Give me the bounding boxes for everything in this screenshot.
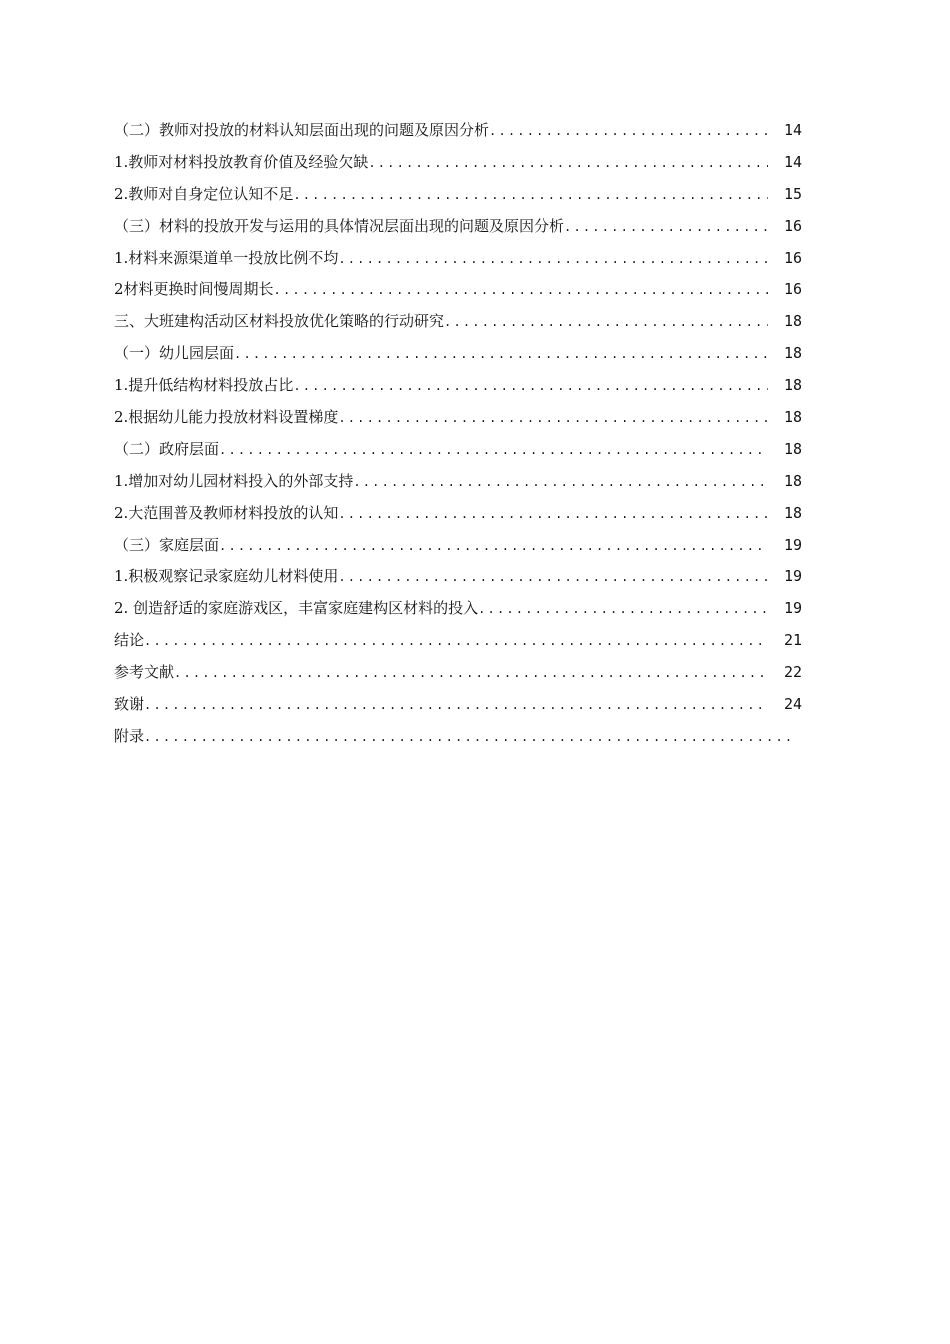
leader-dots (478, 594, 768, 626)
toc-entry-title: 2. 创造舒适的家庭游戏区，丰富家庭建构区材料的投入 (114, 599, 479, 618)
leader-dots (274, 275, 768, 307)
leader-dots (144, 690, 768, 722)
toc-entry-page: 19 (783, 535, 802, 554)
toc-entry-page: 16 (783, 280, 802, 299)
toc-entry-page: 18 (783, 471, 802, 490)
leader-dots (293, 180, 768, 212)
toc-entry-title: （二）政府层面 (114, 439, 220, 458)
toc-entry-page: 18 (783, 312, 802, 331)
toc-entry-page: 15 (783, 184, 802, 203)
toc-entry-page: 16 (783, 248, 802, 267)
toc-entry-title: 三、大班建构活动区材料投放优化策略的行动研究 (114, 312, 445, 331)
toc-entry[interactable] (114, 243, 802, 275)
toc-entry-page: 19 (783, 599, 802, 618)
toc-entry[interactable] (114, 530, 802, 562)
toc-entry-title: 致谢 (114, 695, 145, 714)
leader-dots (338, 499, 768, 531)
toc-entry[interactable] (114, 657, 802, 689)
leader-dots (444, 307, 768, 339)
toc-entry-page: 18 (783, 503, 802, 522)
leader-dots (368, 148, 768, 180)
toc-entry-title: （三）家庭层面 (114, 535, 220, 554)
toc-entry-title: 附录 (114, 726, 145, 745)
toc-entry[interactable] (114, 593, 802, 625)
leader-dots (174, 658, 768, 690)
leader-dots (564, 212, 768, 244)
toc-entry[interactable] (114, 147, 802, 179)
toc-entry-page: 22 (783, 663, 802, 682)
leader-dots (293, 371, 768, 403)
toc-entry-title: 结论 (114, 631, 145, 650)
leader-dots (489, 116, 768, 148)
toc-entry[interactable] (114, 561, 802, 593)
toc-entry-page: 14 (783, 121, 802, 139)
leader-dots (219, 531, 768, 563)
leader-dots (144, 722, 792, 754)
toc-entry[interactable] (114, 179, 802, 211)
toc-entry[interactable] (114, 274, 802, 306)
leader-dots (234, 339, 768, 371)
toc-entry-page: 21 (783, 631, 802, 650)
toc-entry-title: 1.增加对幼儿园材料投入的外部支持 (114, 471, 354, 490)
toc-entry-title: 1.积极观察记录家庭幼儿材料使用 (114, 567, 339, 586)
toc-entry[interactable] (114, 466, 802, 498)
toc-entry-page: 16 (783, 216, 802, 235)
toc-entry-title: （二）教师对投放的材料认知层面出现的问题及原因分析 (114, 121, 490, 139)
toc-entry-page: 18 (783, 376, 802, 395)
toc-entry-title: 2.根据幼儿能力投放材料设置梯度 (114, 408, 339, 427)
toc-entry-title: 1.提升低结构材料投放占比 (114, 376, 294, 395)
leader-dots (338, 403, 768, 435)
toc-entry-page: 24 (783, 695, 802, 714)
toc-entry-title: 2.大范围普及教师材料投放的认知 (114, 503, 339, 522)
toc-entry[interactable] (114, 306, 802, 338)
leader-dots (219, 435, 768, 467)
toc-entry[interactable] (114, 402, 802, 434)
toc-entry[interactable] (114, 115, 802, 147)
toc-entry-title: 1.材料来源渠道单一投放比例不均 (114, 248, 339, 267)
toc-entry-title: （三）材料的投放开发与运用的具体情况层面出现的问题及原因分析 (114, 216, 565, 235)
toc-entry-title: 参考文献 (114, 663, 175, 682)
leader-dots (353, 467, 768, 499)
toc-entry[interactable] (114, 721, 802, 753)
toc-entry-page: 18 (783, 408, 802, 427)
toc-entry-title: 2材料更换时间慢周期长 (114, 280, 274, 299)
leader-dots (338, 562, 768, 594)
toc-entry[interactable] (114, 370, 802, 402)
toc-entry-title: 1.教师对材料投放教育价值及经验欠缺 (114, 152, 369, 171)
leader-dots (338, 244, 768, 276)
toc-entry-page: 18 (783, 439, 802, 458)
toc-entry[interactable] (114, 434, 802, 466)
toc-entry[interactable] (114, 338, 802, 370)
toc-entry[interactable] (114, 498, 802, 530)
toc-entry-page: 18 (783, 344, 802, 363)
toc-entry[interactable] (114, 211, 802, 243)
toc-entry-title: 2.教师对自身定位认知不足 (114, 184, 294, 203)
toc-entry[interactable] (114, 625, 802, 657)
leader-dots (144, 626, 768, 658)
table-of-contents (114, 115, 802, 753)
toc-entry-title: （一）幼儿园层面 (114, 344, 235, 363)
toc-entry[interactable] (114, 689, 802, 721)
toc-entry-page: 14 (783, 152, 802, 171)
toc-entry-page: 19 (783, 567, 802, 586)
